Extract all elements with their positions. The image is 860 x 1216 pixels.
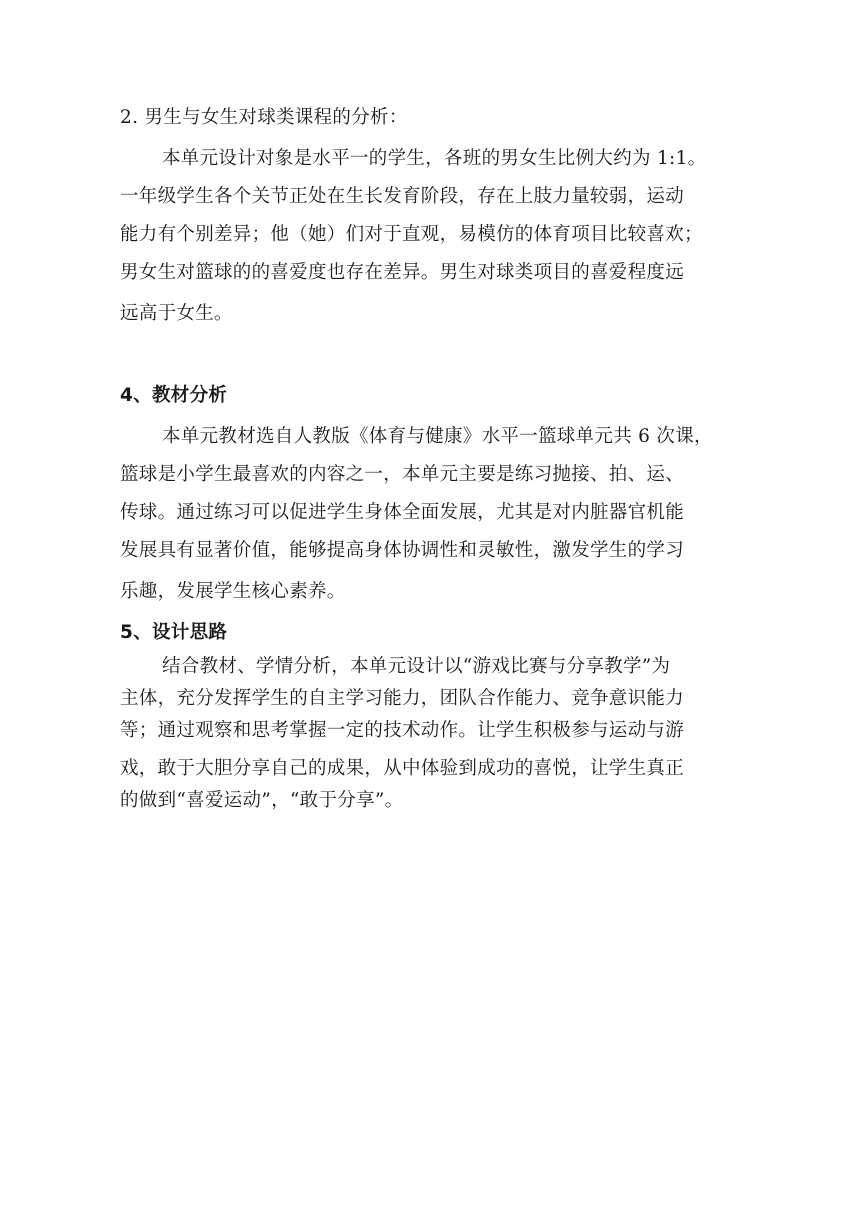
section-2-paragraph-line: 男女生对篮球的的喜爱度也存在差异。男生对球类项目的喜爱程度远 — [120, 262, 685, 283]
section-2-paragraph-line: 远高于女生。 — [120, 303, 233, 324]
section-5-paragraph-line: 主体，充分发挥学生的自主学习能力，团队合作能力、竞争意识能力 — [120, 688, 685, 709]
section-4-paragraph-line: 篮球是小学生最喜欢的内容之一，本单元主要是练习抛接、拍、运、 — [120, 464, 685, 485]
section-2-paragraph-line: 能力有个别差异；他（她）们对于直观，易模仿的体育项目比较喜欢； — [120, 224, 703, 245]
section-4-paragraph-line: 本单元教材选自人教版《体育与健康》水平一篮球单元共 6 次课， — [162, 426, 713, 447]
section-5-paragraph-line: 戏，敢于大胆分享自己的成果，从中体验到成功的喜悦，让学生真正 — [120, 758, 685, 779]
section-5-paragraph-line: 结合教材、学情分析，本单元设计以“游戏比赛与分享教学”为 — [162, 656, 671, 677]
section-4-heading: 4、教材分析 — [120, 385, 228, 406]
section-4-paragraph-line: 乐趣，发展学生核心素养。 — [120, 581, 346, 602]
section-5-paragraph-line: 的做到“喜爱运动”，“敢于分享”。 — [120, 790, 404, 811]
section-4-paragraph-line: 传球。通过练习可以促进学生身体全面发展，尤其是对内脏器官机能 — [120, 502, 685, 523]
section-5-paragraph-line: 等；通过观察和思考掌握一定的技术动作。让学生积极参与运动与游 — [120, 720, 685, 741]
section-4-paragraph-line: 发展具有显著价值，能够提高身体协调性和灵敏性，激发学生的学习 — [120, 540, 685, 561]
section-2-paragraph-line: 本单元设计对象是水平一的学生，各班的男女生比例大约为 1:1。 — [162, 148, 707, 169]
section-2-paragraph-line: 一年级学生各个关节正处在生长发育阶段，存在上肢力量较弱，运动 — [120, 186, 685, 207]
section-5-heading: 5、设计思路 — [120, 622, 228, 643]
section-2-heading: 2. 男生与女生对球类课程的分析： — [120, 107, 408, 128]
